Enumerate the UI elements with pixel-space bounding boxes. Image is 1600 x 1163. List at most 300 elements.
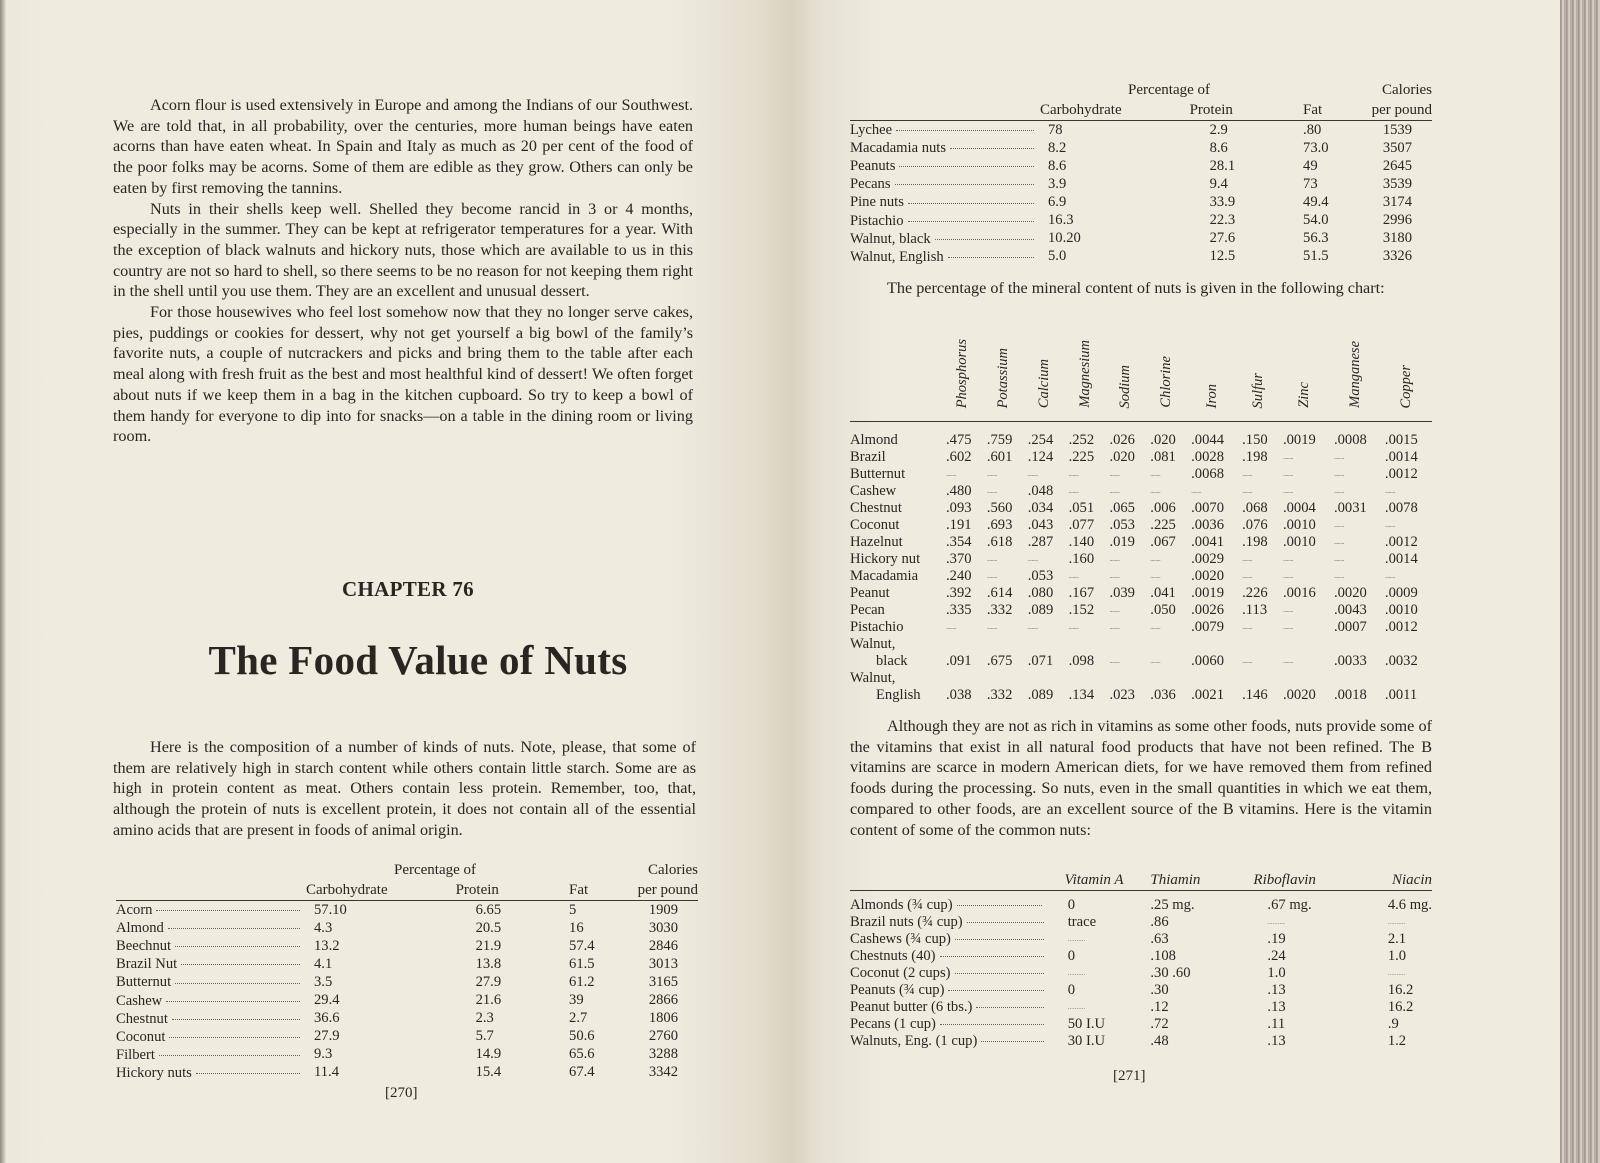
- nut-name-cell: [850, 193, 1040, 211]
- mineral-value: .0031: [1333, 500, 1367, 516]
- mineral-value: ........: [1282, 453, 1293, 461]
- table-row: [116, 1028, 698, 1046]
- table-row: [850, 687, 1432, 704]
- mineral-value: .332: [986, 602, 1013, 618]
- leader-dots: [981, 1041, 1044, 1042]
- mineral-header-phosphorus: [942, 325, 983, 422]
- mineral-value: .081: [1150, 449, 1176, 465]
- table-row: [850, 121, 1432, 140]
- mineral-value: .0070: [1191, 500, 1224, 516]
- mineral-value: .0068: [1191, 466, 1224, 482]
- mineral-value: ........: [1150, 470, 1161, 478]
- mineral-value: .0010: [1282, 534, 1316, 550]
- mineral-value: .0041: [1191, 534, 1224, 550]
- mineral-value: .332: [986, 687, 1013, 703]
- mineral-value: ........: [1027, 470, 1038, 478]
- mineral-value: .124: [1027, 449, 1054, 465]
- leader-dots: [955, 939, 1044, 940]
- nut-portion: Pecans (1 cup): [850, 1016, 936, 1032]
- mineral-value: .560: [986, 500, 1013, 516]
- nut-name-cell: [116, 973, 306, 991]
- nut-name-cell: [850, 230, 1040, 248]
- carbohydrate-value: 57.10: [314, 901, 347, 918]
- chapter-title: The Food Value of Nuts: [208, 637, 628, 683]
- mineral-value: .0021: [1191, 687, 1224, 703]
- mineral-value: .020: [1150, 432, 1176, 448]
- mineral-value: .480: [946, 483, 972, 499]
- mineral-value: .0020: [1333, 585, 1367, 601]
- mineral-value: .225: [1150, 517, 1176, 533]
- mineral-value: .287: [1027, 534, 1054, 550]
- mineral-header-sulfur: [1238, 325, 1279, 422]
- riboflavin-value: .13: [1267, 982, 1286, 998]
- nut-name: Chestnut: [850, 500, 902, 516]
- vitamin-a-value: 0: [1067, 948, 1076, 964]
- calories-value: 3288: [648, 1046, 678, 1063]
- mineral-value: .0032: [1384, 653, 1418, 669]
- spacer: [850, 422, 942, 433]
- carbohydrate-value: 13.2: [314, 937, 340, 954]
- header-per-pound-2: per pound: [1349, 100, 1432, 121]
- carbohydrate-value: 4.1: [314, 955, 333, 972]
- table-row: [850, 619, 1432, 636]
- thiamin-value: .48: [1150, 1033, 1169, 1049]
- calories-value: 2996: [1382, 212, 1412, 229]
- fat-value: 51.5: [1303, 248, 1329, 265]
- leader-dots: [908, 221, 1034, 222]
- mineral-value: ........: [1109, 487, 1120, 495]
- header-protein: Protein: [456, 880, 539, 901]
- leader-dots: [976, 1007, 1044, 1008]
- table-row: [116, 991, 698, 1009]
- protein-value: 27.6: [1209, 230, 1236, 247]
- mineral-value: .0079: [1191, 619, 1224, 635]
- riboflavin-value: .13: [1267, 1033, 1286, 1049]
- mineral-value: ........: [1027, 555, 1038, 563]
- fat-value: 61.5: [569, 955, 595, 972]
- fat-value: 54.0: [1303, 212, 1329, 229]
- nut-name: Pine nuts: [850, 194, 904, 211]
- table-row: [850, 653, 1432, 670]
- mineral-header-calcium: [1024, 325, 1065, 422]
- mineral-value: .0004: [1282, 500, 1316, 516]
- mineral-value: .198: [1242, 449, 1268, 465]
- protein-value: 12.5: [1209, 248, 1236, 265]
- fat-value: 49.4: [1303, 193, 1329, 210]
- protein-value: 9.4: [1209, 175, 1228, 192]
- protein-value: 21.9: [475, 937, 502, 954]
- riboflavin-value: .11: [1267, 1016, 1286, 1032]
- header-percentage-of: Percentage of: [394, 862, 477, 878]
- mineral-header-label: Phosphorus: [953, 338, 970, 408]
- mineral-value: .0014: [1384, 449, 1418, 465]
- mineral-value: .0019: [1282, 432, 1316, 448]
- nut-name-cell: [116, 937, 306, 955]
- leader-dots: [169, 1037, 300, 1038]
- fat-value: 39: [569, 992, 584, 1009]
- page-number-270: [270]: [385, 1085, 418, 1101]
- mineral-value: .089: [1027, 687, 1054, 703]
- mineral-value: ........: [1333, 572, 1344, 580]
- table-row: [850, 534, 1432, 551]
- header-vitamin-a: Vitamin A: [1050, 870, 1139, 891]
- mineral-value: .167: [1068, 585, 1095, 601]
- nut-portion-cell: [850, 948, 1050, 965]
- paragraph-mineral-intro: The percentage of the mineral content of nuts is given in the following chart:: [887, 279, 1385, 297]
- composition-table-part2: [850, 80, 1432, 266]
- mineral-value: .076: [1242, 517, 1268, 533]
- mineral-value: ........: [1109, 470, 1120, 478]
- protein-value: 14.9: [475, 1046, 502, 1063]
- niacin-value: 1.0: [1387, 948, 1407, 964]
- table-row-continuation: [850, 636, 1432, 653]
- leader-dots: [948, 257, 1034, 258]
- leader-dots: [156, 910, 300, 911]
- paragraph-storage: Nuts in their shells keep well. Shelled they become rancid in 3 or 4 months, especially in the summer. They can be kept at refrigerator temperatures for a year. With the exception of black walnuts and hickory nuts, those which are available to us in this country are not so hard to shell, so there seems to be no reason for not keeping them right in the shell until you use them. They are an excellent and unusual dessert.: [113, 199, 693, 301]
- mineral-value: .0014: [1384, 551, 1418, 567]
- mineral-value: .254: [1027, 432, 1054, 448]
- table-row: [850, 248, 1432, 266]
- riboflavin-value-empty: ..........: [1267, 918, 1285, 926]
- mineral-value: .475: [946, 432, 972, 448]
- mineral-intro-text: [850, 278, 1432, 299]
- table-row: [850, 568, 1432, 585]
- niacin-value: .9: [1387, 1016, 1399, 1032]
- leader-dots: [899, 166, 1034, 167]
- mineral-value: .618: [986, 534, 1013, 550]
- leader-dots: [955, 973, 1044, 974]
- mineral-value: .392: [946, 585, 972, 601]
- leader-dots: [196, 1073, 300, 1074]
- nut-portion: Peanuts (¾ cup): [850, 982, 945, 998]
- page-edge-shadow: [0, 0, 6, 1163]
- riboflavin-value: 1.0: [1267, 965, 1286, 981]
- leader-dots: [935, 239, 1034, 240]
- mineral-value: ........: [1150, 572, 1161, 580]
- mineral-value: ........: [1333, 470, 1344, 478]
- nut-name: Macadamia: [850, 568, 919, 584]
- mineral-value: .759: [986, 432, 1013, 448]
- table-row: [116, 1064, 698, 1082]
- calories-value: 2846: [648, 937, 678, 954]
- table-row: [850, 948, 1432, 965]
- thiamin-value: .86: [1150, 914, 1169, 930]
- mineral-value: .020: [1109, 449, 1135, 465]
- carbohydrate-value: 78: [1048, 121, 1063, 138]
- calories-value: 1539: [1382, 121, 1412, 138]
- table-row: [116, 1046, 698, 1064]
- niacin-value-empty: ..........: [1387, 918, 1406, 926]
- nut-name: Pistachio: [850, 619, 904, 635]
- mineral-value: ........: [1242, 657, 1253, 665]
- mineral-value: ........: [1150, 657, 1161, 665]
- mineral-value: .0020: [1191, 568, 1224, 584]
- table-row: [850, 466, 1432, 483]
- carbohydrate-value: 27.9: [314, 1028, 340, 1045]
- protein-value: 15.4: [475, 1064, 502, 1081]
- nut-name: Filbert: [116, 1046, 155, 1063]
- mineral-value: .0060: [1191, 653, 1224, 669]
- mineral-value: ........: [1150, 487, 1161, 495]
- nut-name: English: [876, 687, 921, 703]
- paragraph-dessert: For those housewives who feel lost somehow now that they no longer serve cakes, pies, puddings or cookies for dessert, why not get yourself a big bowl of the family’s favorite nuts, a couple of nutcrackers and picks and bring them to the table after each meal along with fresh fruit as the best and most healthful kind of dessert! We often forget about nuts if we keep them in a bag in the kitchen cupboard. So try to keep a bowl of them handy for everyone to dip into for snacks—on a table in the dining room or living room.: [113, 303, 693, 446]
- mineral-value: .0018: [1333, 687, 1367, 703]
- mineral-value: ........: [1109, 623, 1120, 631]
- mineral-value: ........: [1282, 606, 1293, 614]
- mineral-value: .091: [946, 653, 972, 669]
- mineral-value: .150: [1242, 432, 1268, 448]
- protein-value: 8.6: [1209, 139, 1228, 156]
- left-page: [0, 0, 790, 1163]
- header-calories: Calories: [648, 862, 698, 878]
- mineral-value: .089: [1027, 602, 1054, 618]
- nut-portion-cell: [850, 931, 1050, 948]
- nut-name: Cashew: [850, 483, 897, 499]
- table-row: [116, 901, 698, 920]
- mineral-value: .252: [1068, 432, 1095, 448]
- nut-name-line1: Walnut,: [850, 636, 896, 652]
- nut-name: Pecans: [850, 176, 891, 193]
- mineral-value: .065: [1109, 500, 1135, 516]
- nut-name: Macadamia nuts: [850, 140, 947, 157]
- calories-value: 2866: [648, 992, 678, 1009]
- nut-name: Brazil Nut: [116, 956, 178, 973]
- mineral-value: ........: [1109, 606, 1120, 614]
- nut-name: Peanut: [850, 585, 890, 601]
- leader-dots: [172, 1019, 300, 1020]
- table-row: [850, 585, 1432, 602]
- protein-value: 2.9: [1209, 121, 1228, 138]
- mineral-value: ........: [1242, 572, 1253, 580]
- vitamin-a-value: 30 I.U: [1067, 1033, 1106, 1049]
- fat-value: 65.6: [569, 1046, 595, 1063]
- mineral-value: ........: [1333, 538, 1344, 546]
- body-text-top: [113, 95, 693, 447]
- nut-name: Almond: [116, 920, 164, 937]
- table-row: [850, 175, 1432, 193]
- mineral-value: .039: [1109, 585, 1135, 601]
- mineral-header-label: Sodium: [1117, 364, 1134, 408]
- fat-value: 2.7: [569, 1010, 588, 1027]
- protein-value: 6.65: [475, 901, 502, 918]
- mineral-value: ........: [1333, 453, 1344, 461]
- nut-name: Butternut: [116, 974, 172, 991]
- mineral-header-label: Magnesium: [1076, 340, 1093, 408]
- thiamin-value: .108: [1150, 948, 1176, 964]
- nut-name-cell: [850, 211, 1040, 229]
- mineral-value: ........: [1068, 470, 1079, 478]
- leader-dots: [159, 1055, 300, 1056]
- mineral-value: ........: [1384, 572, 1395, 580]
- nut-name: Walnut, black: [850, 230, 931, 247]
- mineral-header-label: Calcium: [1035, 358, 1052, 408]
- mineral-value: .614: [986, 585, 1013, 601]
- nut-name-cell: [850, 139, 1040, 157]
- niacin-value: 4.6 mg.: [1387, 897, 1432, 913]
- mineral-value: ........: [1242, 623, 1253, 631]
- leader-dots: [957, 905, 1042, 906]
- fat-value: 56.3: [1303, 230, 1329, 247]
- paragraph-composition-intro: Here is the composition of a number of kinds of nuts. Note, please, that some of them are relatively high in starch content while others contain little starch. Some are as high in protein content as meat. Others contain less protein. Remember, too, that, although the protein of nuts is excellent protein, it does not contain all of the essential amino acids that are present in foods of animal origin.: [113, 738, 696, 839]
- table-row: [850, 931, 1432, 948]
- nut-portion: Chestnuts (40): [850, 948, 936, 964]
- riboflavin-value: .19: [1267, 931, 1286, 947]
- nut-name-cell: [850, 121, 1040, 140]
- niacin-value: 2.1: [1387, 931, 1407, 947]
- mineral-value: ........: [1068, 572, 1079, 580]
- mineral-value: .693: [986, 517, 1013, 533]
- mineral-value: ........: [1333, 555, 1344, 563]
- calories-value: 3507: [1382, 139, 1412, 156]
- mineral-value: .019: [1109, 534, 1135, 550]
- nut-name-cell: [850, 175, 1040, 193]
- protein-value: 5.7: [475, 1028, 494, 1045]
- mineral-value: ........: [1282, 623, 1293, 631]
- table-row: [850, 211, 1432, 229]
- carbohydrate-value: 6.9: [1048, 193, 1067, 210]
- nut-portion-cell: [850, 999, 1050, 1016]
- nut-portion-cell: [850, 982, 1050, 999]
- thiamin-value: .25 mg.: [1150, 897, 1195, 913]
- mineral-value: ........: [1068, 623, 1079, 631]
- header-percentage-of-2: Percentage of: [1128, 82, 1211, 98]
- nut-name: Beechnut: [116, 938, 172, 955]
- nut-portion: Almonds (¾ cup): [850, 897, 953, 913]
- mineral-value: .048: [1027, 483, 1054, 499]
- nut-portion: Brazil nuts (¾ cup): [850, 914, 963, 930]
- mineral-value: ........: [986, 572, 997, 580]
- mineral-value: ........: [1242, 470, 1253, 478]
- nut-name-cell: [116, 1010, 306, 1028]
- nut-portion-cell: [850, 965, 1050, 982]
- fat-value: 50.6: [569, 1028, 595, 1045]
- vitamin-a-value: trace: [1067, 914, 1097, 930]
- protein-value: 20.5: [475, 919, 502, 936]
- table-row: [850, 551, 1432, 568]
- header-carbohydrate-2: Carbohydrate: [1040, 100, 1190, 121]
- mineral-value: .0028: [1191, 449, 1224, 465]
- mineral-header-label: Copper: [1397, 364, 1414, 408]
- carbohydrate-value: 4.3: [314, 919, 333, 936]
- nut-name: Almond: [850, 432, 898, 448]
- calories-value: 1909: [648, 901, 678, 918]
- protein-value: 13.8: [475, 955, 502, 972]
- table-row: [850, 230, 1432, 248]
- nut-portion-cell: [850, 1016, 1050, 1033]
- mineral-value: ........: [1333, 521, 1344, 529]
- mineral-value: .0044: [1191, 432, 1224, 448]
- mineral-value: .198: [1242, 534, 1268, 550]
- nut-portion: Cashews (¾ cup): [850, 931, 951, 947]
- mineral-value: ........: [1282, 487, 1293, 495]
- calories-value: 3030: [648, 919, 678, 936]
- table-row: [116, 1010, 698, 1028]
- calories-value: 3180: [1382, 230, 1412, 247]
- mineral-value: .036: [1150, 687, 1176, 703]
- mineral-value: ........: [986, 487, 997, 495]
- mineral-value: .0078: [1384, 500, 1418, 516]
- protein-value: 21.6: [475, 992, 502, 1009]
- mineral-value: .006: [1150, 500, 1176, 516]
- table-row: [850, 1033, 1432, 1050]
- nut-name: Walnut, English: [850, 248, 944, 265]
- nut-name-cell: [116, 919, 306, 937]
- nut-portion-cell: [850, 897, 1050, 914]
- carbohydrate-value: 3.9: [1048, 175, 1067, 192]
- nut-name: Hickory nuts: [116, 1064, 192, 1081]
- thiamin-value: .63: [1150, 931, 1169, 947]
- mineral-value: ........: [1282, 470, 1293, 478]
- vitamin-a-value-empty: ..........: [1067, 969, 1086, 977]
- mineral-value: .041: [1150, 585, 1176, 601]
- mineral-value: .354: [946, 534, 972, 550]
- nut-portion: Walnuts, Eng. (1 cup): [850, 1033, 978, 1049]
- table-row: [850, 517, 1432, 534]
- nut-name-cell: [116, 991, 306, 1009]
- mineral-value: .0026: [1191, 602, 1224, 618]
- calories-value: 3326: [1382, 248, 1412, 265]
- header-niacin: Niacin: [1352, 870, 1432, 891]
- thiamin-value: .30 .60: [1150, 965, 1191, 981]
- mineral-value: ........: [946, 470, 956, 478]
- nut-portion-cell: [850, 1033, 1050, 1050]
- mineral-value: ........: [1109, 572, 1120, 580]
- mineral-value: .0020: [1282, 687, 1316, 703]
- header-calories-2: Calories: [1382, 82, 1432, 98]
- mineral-value: ........: [1242, 487, 1253, 495]
- nut-name: Hazelnut: [850, 534, 903, 550]
- mineral-value: .0011: [1384, 687, 1418, 703]
- mineral-value: ........: [1068, 487, 1079, 495]
- nut-name-cell: [116, 1046, 306, 1064]
- fat-value: 49: [1303, 157, 1318, 174]
- mineral-header-iron: [1187, 325, 1238, 422]
- niacin-value: 16.2: [1387, 982, 1414, 998]
- leader-dots: [948, 990, 1044, 991]
- mineral-header-label: Sulfur: [1250, 372, 1267, 408]
- nut-name-cell: [116, 1064, 306, 1082]
- protein-value: 27.9: [475, 973, 502, 990]
- mineral-value: .080: [1027, 585, 1054, 601]
- carbohydrate-value: 10.20: [1048, 230, 1081, 247]
- mineral-value: .077: [1068, 517, 1095, 533]
- table-row: [850, 483, 1432, 500]
- mineral-value: .191: [946, 517, 972, 533]
- mineral-value: ........: [1191, 487, 1202, 495]
- mineral-value: .098: [1068, 653, 1095, 669]
- mineral-table: [850, 325, 1432, 704]
- mineral-value: .146: [1242, 687, 1268, 703]
- mineral-value: ........: [1109, 657, 1120, 665]
- mineral-header-blank: [850, 325, 942, 422]
- carbohydrate-value: 16.3: [1048, 212, 1074, 229]
- mineral-value: ........: [1150, 623, 1161, 631]
- paragraph-vitamin-intro: Although they are not as rich in vitamins as some other foods, nuts provide some of the vitamins that exist in all natural food products that have not been refined. The B vitamins are scarce in modern American diets, for we have removed them from refined foods during the processing. So nuts, even in the small quantities in which we eat them, compared to other foods, are an excellent source of the B vitamins. Here is the vitamin content of some of the common nuts:: [850, 717, 1432, 839]
- table-row: [850, 157, 1432, 175]
- mineral-header-zinc: [1279, 325, 1330, 422]
- riboflavin-value: .24: [1267, 948, 1286, 964]
- header-fat: Fat: [539, 880, 615, 901]
- mineral-header-sodium: [1105, 325, 1146, 422]
- mineral-value: .0019: [1191, 585, 1224, 601]
- fat-value: 73.0: [1303, 139, 1329, 156]
- mineral-value: ........: [986, 470, 997, 478]
- mineral-value: .0010: [1282, 517, 1316, 533]
- mineral-value: .0008: [1333, 432, 1367, 448]
- mineral-value: ........: [986, 623, 997, 631]
- mineral-value: ........: [986, 555, 997, 563]
- mineral-value: .0029: [1191, 551, 1224, 567]
